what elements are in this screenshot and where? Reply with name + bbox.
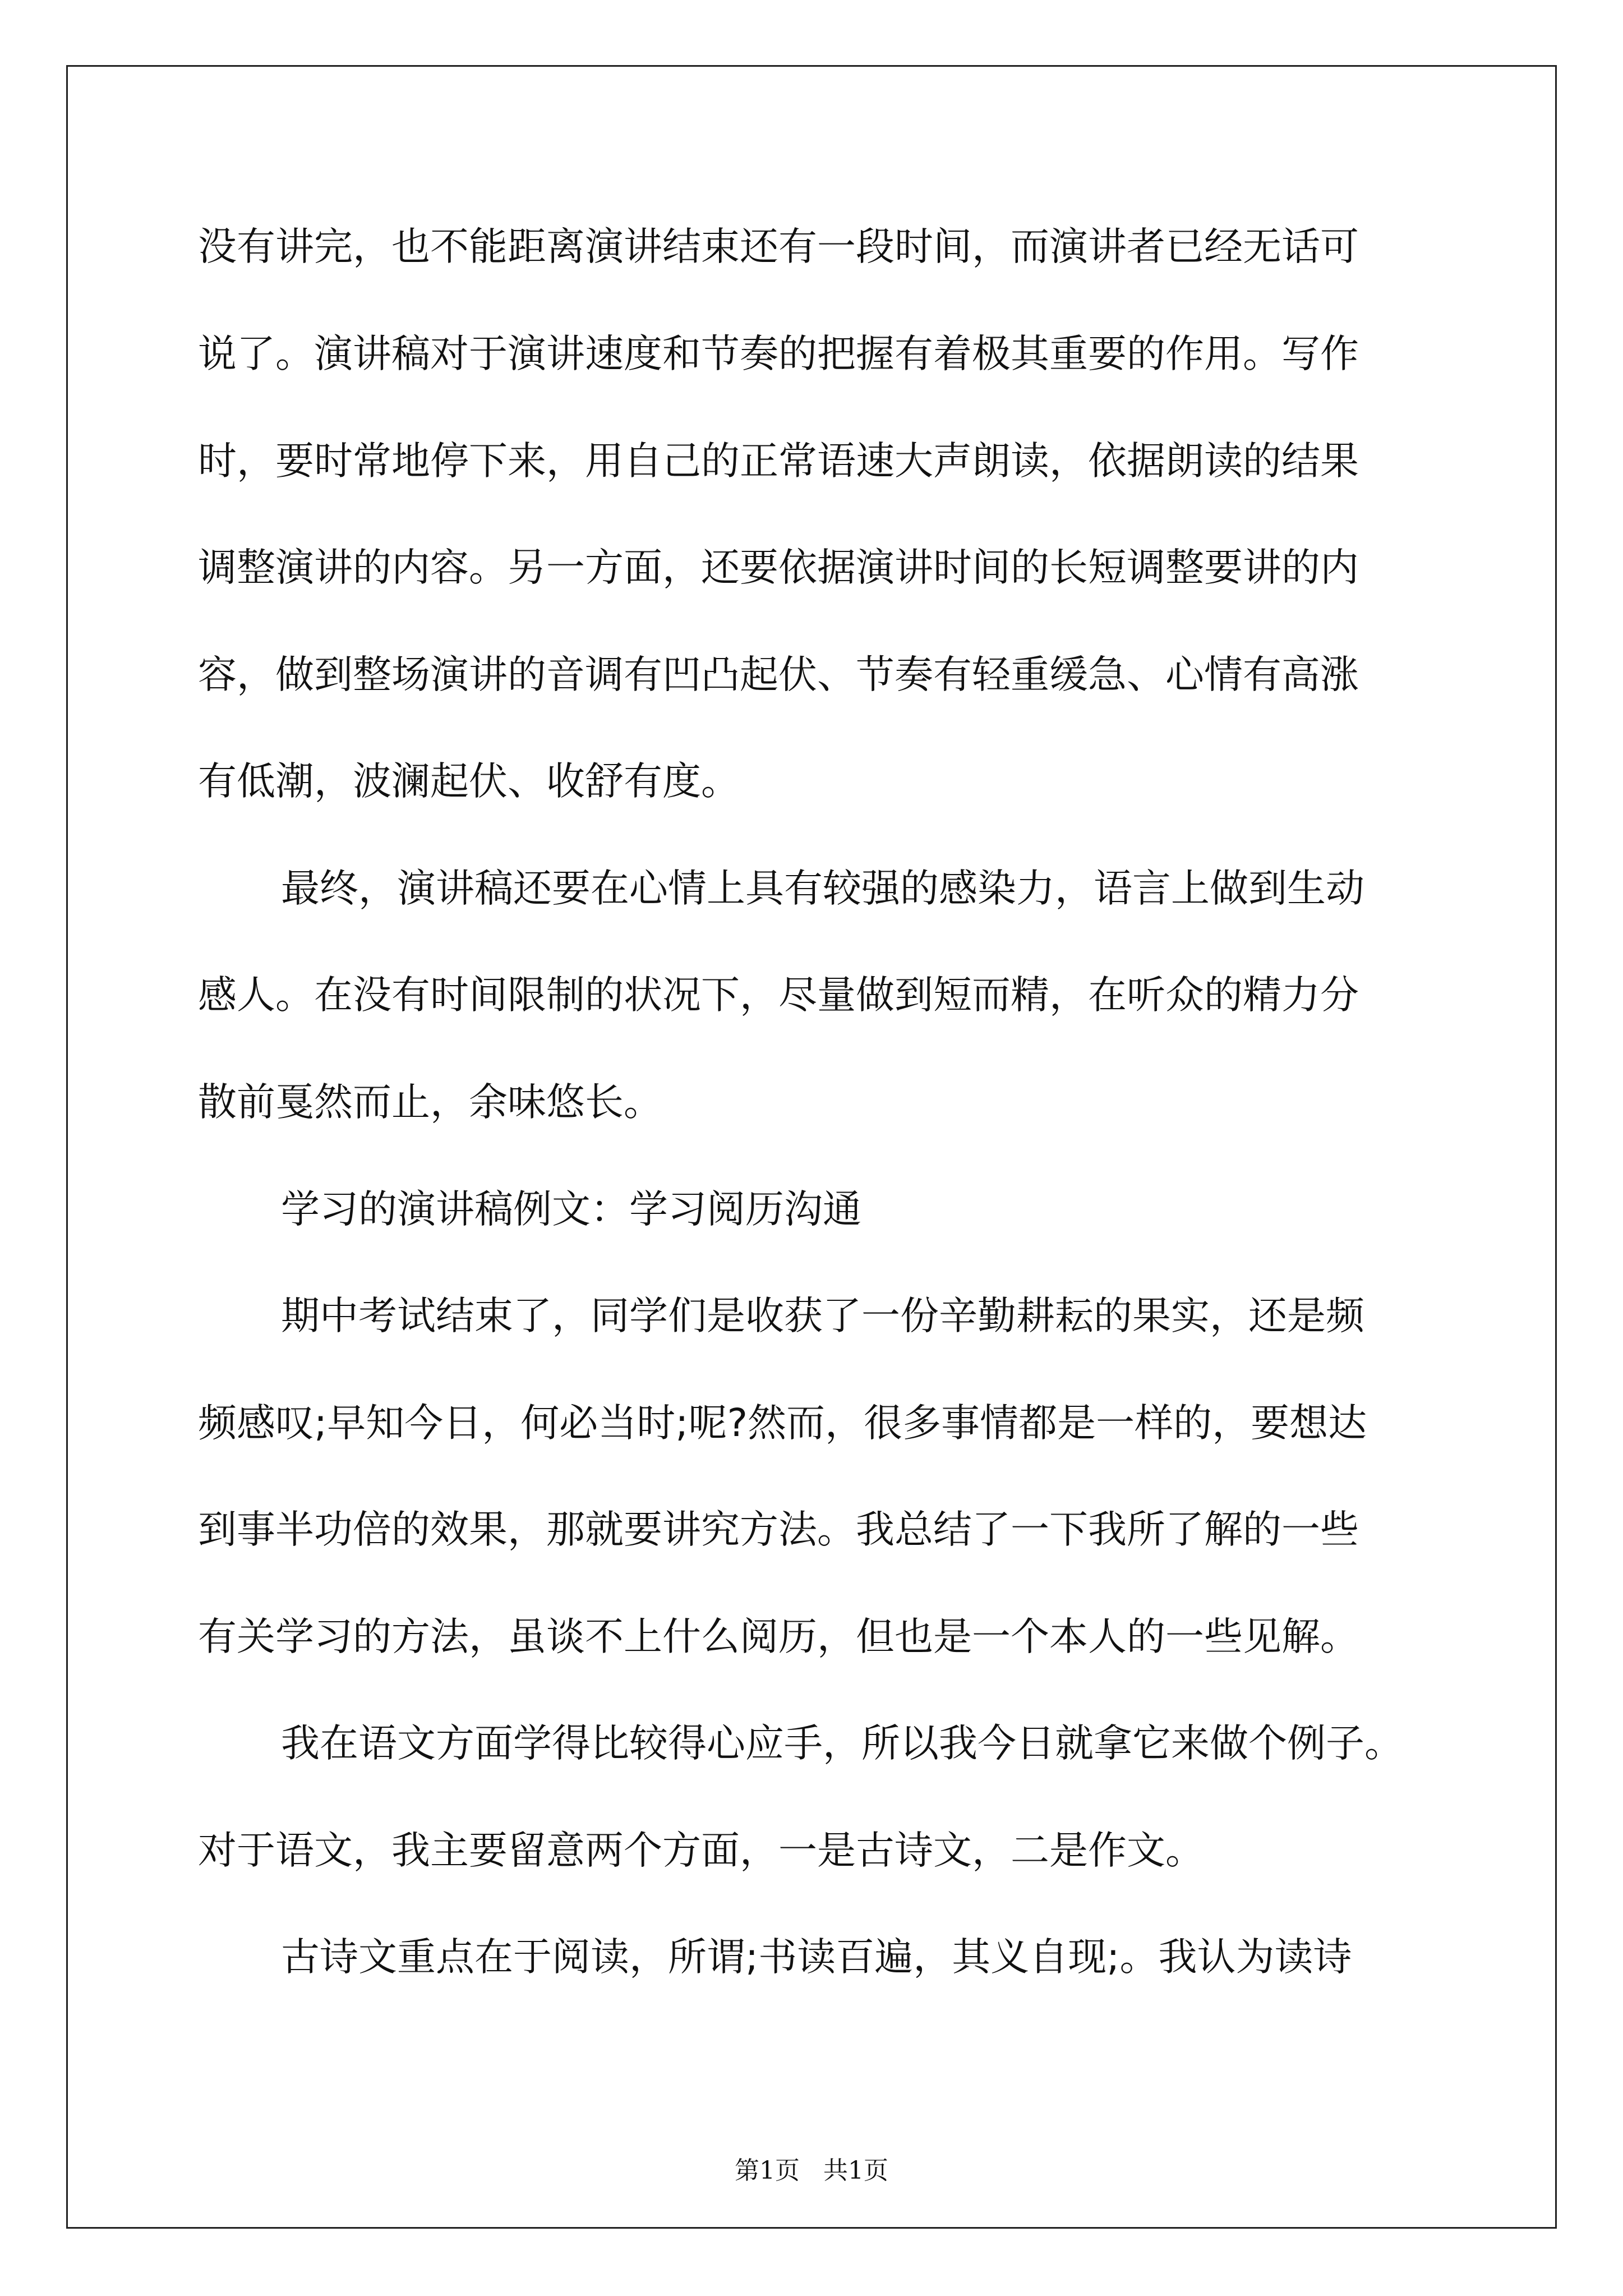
paragraph-start-line: 最终，演讲稿还要在心情上具有较强的感染力，语言上做到生动	[281, 866, 1364, 911]
text-line: 对于语文，我主要留意两个方面，一是古诗文，二是作文。	[198, 1828, 1204, 1873]
paragraph-start-line: 期中考试结束了，同学们是收获了一份辛勤耕耘的果实，还是频	[281, 1294, 1364, 1338]
text-line: 容，做到整场演讲的音调有凹凸起伏、节奏有轻重缓急、心情有高涨	[198, 652, 1359, 697]
text-line: 感人。在没有时间限制的状况下，尽量做到短而精，在听众的精力分	[198, 973, 1359, 1018]
text-line: 时，要时常地停下来，用自己的正常语速大声朗读，依据朗读的结果	[198, 439, 1359, 484]
text-line: 调整演讲的内容。另一方面，还要依据演讲时间的长短调整要讲的内	[198, 545, 1359, 590]
text-line: 频感叹;早知今日，何必当时;呢?然而，很多事情都是一样的，要想达	[198, 1401, 1367, 1446]
text-line: 到事半功倍的效果，那就要讲究方法。我总结了一下我所了解的一些	[198, 1507, 1359, 1552]
page-number: 第1页	[735, 2156, 800, 2185]
page-border	[66, 65, 1557, 2229]
text-line: 有低潮，波澜起伏、收舒有度。	[198, 759, 740, 804]
text-line: 散前戛然而止，余味悠长。	[198, 1080, 662, 1125]
section-heading: 学习的演讲稿例文：学习阅历沟通	[281, 1187, 861, 1232]
paragraph-start-line: 我在语文方面学得比较得心应手，所以我今日就拿它来做个例子。	[281, 1721, 1403, 1766]
text-line: 没有讲完，也不能距离演讲结束还有一段时间，而演讲者已经无话可	[198, 224, 1359, 269]
paragraph-start-line: 古诗文重点在于阅读，所谓;书读百遍，其义自现;。我认为读诗	[281, 1935, 1352, 1980]
page-footer	[0, 2154, 1623, 2188]
text-line: 说了。演讲稿对于演讲速度和节奏的把握有着极其重要的作用。写作	[198, 332, 1359, 376]
text-line: 有关学习的方法，虽谈不上什么阅历，但也是一个本人的一些见解。	[198, 1614, 1359, 1659]
page-total: 共1页	[823, 2156, 888, 2185]
